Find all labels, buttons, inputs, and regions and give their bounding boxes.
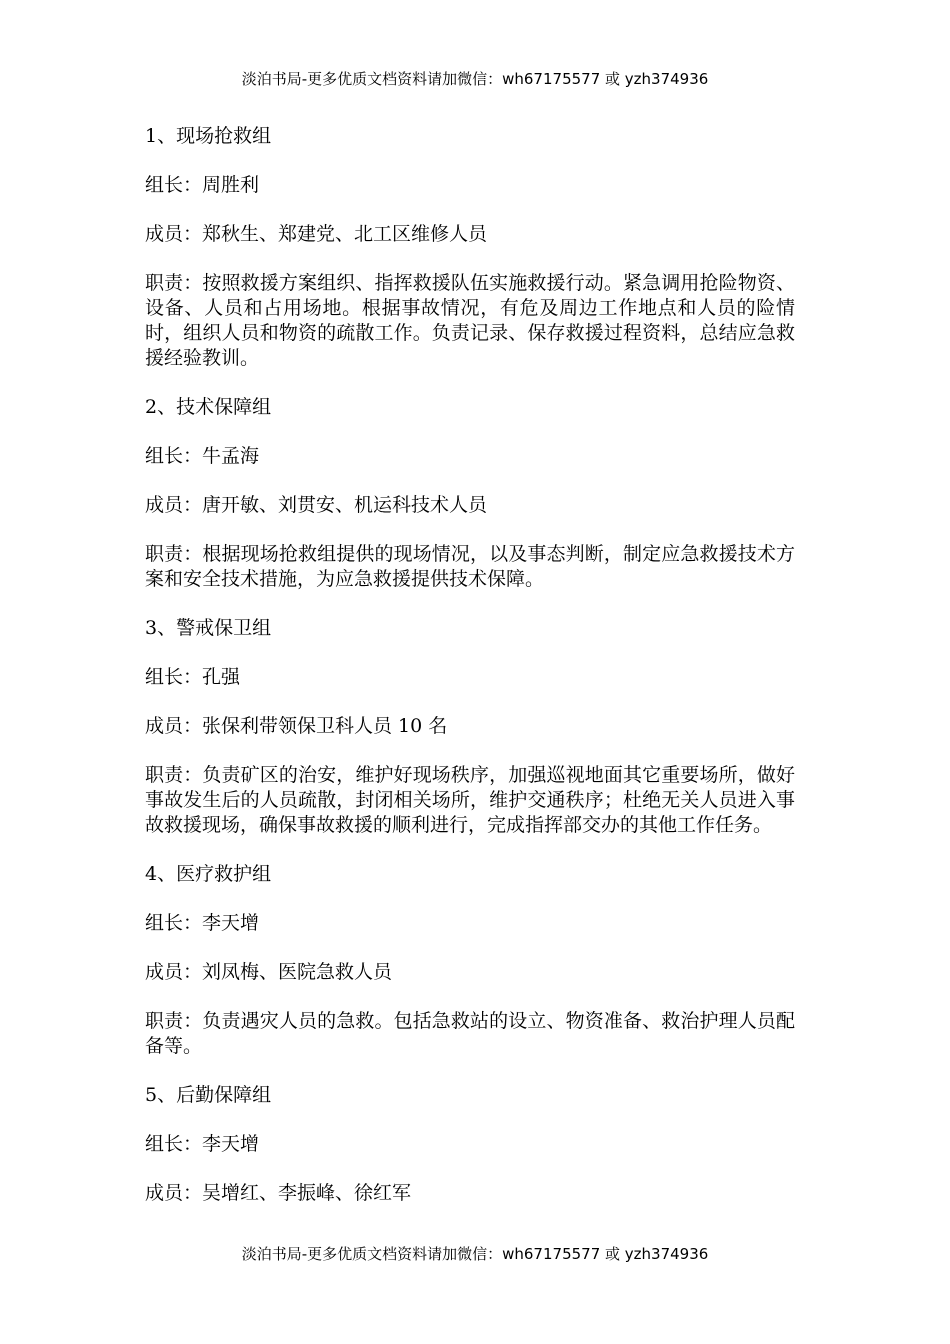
rescue-leader: 组长：周胜利 (145, 174, 260, 196)
security-leader: 组长：孔强 (145, 666, 241, 688)
section-heading-logistics: 5、后勤保障组 (145, 1084, 272, 1106)
medical-members: 成员：刘凤梅、医院急救人员 (145, 961, 393, 983)
rescue-duties: 职责：按照救援方案组织、指挥救援队伍实施救援行动。紧急调用抢险物资、设备、人员和占用场地。根据事故情况，有危及周边工作地点和人员的险情时，组织人员和物资的疏散工作。负责记录、保存救援过程资料，总结应急救援经验教训。 (145, 272, 795, 369)
rescue-members: 成员：郑秋生、郑建党、北工区维修人员 (145, 223, 488, 245)
medical-leader: 组长：李天增 (145, 912, 260, 934)
technical-duties: 职责：根据现场抢救组提供的现场情况，以及事态判断，制定应急救援技术方案和安全技术措施，为应急救援提供技术保障。 (145, 543, 795, 590)
section-heading-rescue: 1、现场抢救组 (145, 125, 272, 147)
security-duties: 职责：负责矿区的治安，维护好现场秩序，加强巡视地面其它重要场所，做好事故发生后的人员疏散，封闭相关场所，维护交通秩序；杜绝无关人员进入事故救援现场，确保事故救援的顺利进行，完成指挥部交办的其他工作任务。 (145, 764, 795, 836)
section-heading-medical: 4、医疗救护组 (145, 863, 272, 885)
section-heading-technical: 2、技术保障组 (145, 396, 272, 418)
security-members: 成员：张保利带领保卫科人员 10 名 (145, 715, 448, 737)
logistics-members: 成员：吴增红、李振峰、徐红军 (145, 1182, 412, 1204)
section-heading-security: 3、警戒保卫组 (145, 617, 272, 639)
technical-members: 成员：唐开敏、刘贯安、机运科技术人员 (145, 494, 488, 516)
page-header: 淡泊书局-更多优质文档资料请加微信：wh67175577 或 yzh374936 (241, 70, 709, 88)
page-footer: 淡泊书局-更多优质文档资料请加微信：wh67175577 或 yzh374936 (241, 1245, 709, 1263)
document-body (145, 124, 795, 1230)
logistics-leader: 组长：李天增 (145, 1133, 260, 1155)
medical-duties: 职责：负责遇灾人员的急救。包括急救站的设立、物资准备、救治护理人员配备等。 (145, 1010, 795, 1057)
technical-leader: 组长：牛孟海 (145, 445, 260, 467)
